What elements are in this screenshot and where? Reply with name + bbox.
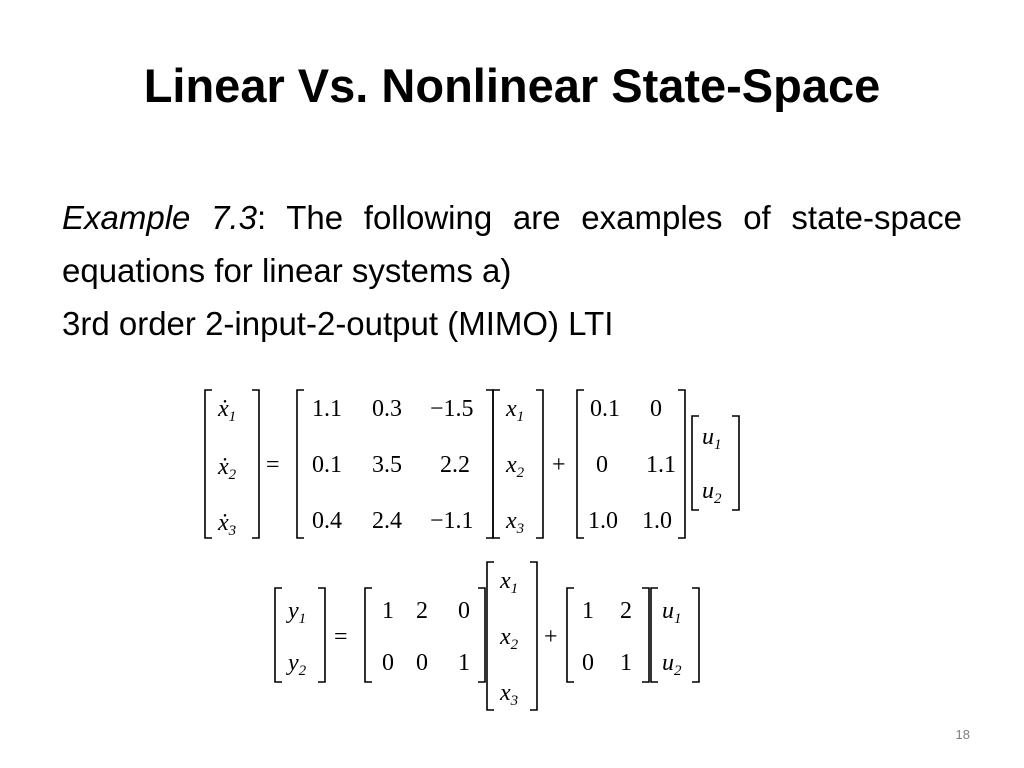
example-label: Example 7.3 <box>62 199 257 236</box>
b-cell: 1.1 <box>646 452 676 478</box>
state-equation <box>196 380 756 555</box>
a-cell: 0.3 <box>372 396 402 422</box>
b-cell: 1.0 <box>642 508 672 534</box>
lhs-x2-dot: ẋ$_2$ <box>218 454 237 483</box>
a-cell: 1.1 <box>312 396 342 422</box>
u1-symbol: $u_1$ <box>662 598 682 627</box>
d-cell: 1 <box>582 598 594 624</box>
x1-symbol: $x_1$ <box>506 396 525 425</box>
body-line-1-rest: : The following are examples of <box>256 199 771 236</box>
equals-sign: = <box>266 452 280 478</box>
lhs-x1-dot: ẋ$_1$ <box>218 396 237 425</box>
slide-title: Linear Vs. Nonlinear State-Space <box>143 59 881 112</box>
x-bracket-left <box>493 390 500 538</box>
xo-bracket-right <box>530 562 537 710</box>
x2-symbol: $x_2$ <box>506 452 525 481</box>
x3-symbol: $x_3$ <box>500 680 519 709</box>
b-cell: 0 <box>650 396 662 422</box>
plus-sign: + <box>552 452 566 478</box>
c-cell: 0 <box>382 650 394 676</box>
d-cell: 0 <box>582 650 594 676</box>
uo-bracket-left <box>651 588 658 682</box>
x-bracket-right <box>536 390 543 538</box>
output-equation-svg <box>266 558 716 718</box>
b-cell: 0.1 <box>590 396 620 422</box>
lhs-bracket-right <box>252 390 259 538</box>
slide-body-text <box>62 191 962 350</box>
y1-symbol: $y_1$ <box>288 598 307 627</box>
y-bracket-right <box>318 588 325 682</box>
y-bracket-left <box>275 588 282 682</box>
plus-sign: + <box>544 624 558 650</box>
u2-symbol: $u_2$ <box>702 478 722 507</box>
lhs-x3-dot: ẋ$_3$ <box>218 510 237 539</box>
b-bracket-left <box>577 390 584 538</box>
uo-bracket-right <box>692 588 699 682</box>
c-bracket-right <box>478 588 485 682</box>
u2-symbol: $u_2$ <box>662 650 682 679</box>
x1-symbol: $x_1$ <box>500 568 519 597</box>
u-bracket-right <box>732 416 739 510</box>
c-cell: 0 <box>416 650 428 676</box>
a-cell: 0.4 <box>312 508 342 534</box>
a-cell: 2.2 <box>440 452 470 478</box>
body-line-1 <box>62 199 771 236</box>
b-cell: 1.0 <box>588 508 618 534</box>
c-bracket-left <box>365 588 372 682</box>
a-bracket-left <box>297 390 304 538</box>
x3-symbol: $x_3$ <box>506 508 525 537</box>
lhs-bracket-left <box>205 390 212 538</box>
body-line-2: state-space equations for linear systems a) <box>62 199 963 289</box>
u-bracket-left <box>692 416 699 510</box>
d-bracket-right <box>642 588 649 682</box>
equals-sign: = <box>334 624 348 650</box>
xo-bracket-left <box>487 562 494 710</box>
x2-symbol: $x_2$ <box>500 624 519 653</box>
b-bracket-right <box>678 390 685 538</box>
d-cell: 2 <box>620 598 632 624</box>
a-cell: 2.4 <box>372 508 402 534</box>
body-line-3: 3rd order 2-input-2-output (MIMO) LTI <box>62 305 614 342</box>
d-bracket-left <box>567 588 574 682</box>
state-equation-svg <box>196 380 756 550</box>
d-cell: 1 <box>620 650 632 676</box>
u1-symbol: $u_1$ <box>702 424 722 453</box>
c-cell: 2 <box>416 598 428 624</box>
a-cell: 0.1 <box>312 452 342 478</box>
a-cell: 3.5 <box>372 452 402 478</box>
page-number: 18 <box>955 727 970 742</box>
a-bracket-right <box>486 390 493 538</box>
y2-symbol: $y_2$ <box>288 650 307 679</box>
a-cell: −1.5 <box>430 396 474 422</box>
c-cell: 1 <box>458 650 470 676</box>
c-cell: 0 <box>458 598 470 624</box>
output-equation <box>266 558 716 723</box>
b-cell: 0 <box>596 452 608 478</box>
c-cell: 1 <box>382 598 394 624</box>
a-cell: −1.1 <box>430 508 474 534</box>
